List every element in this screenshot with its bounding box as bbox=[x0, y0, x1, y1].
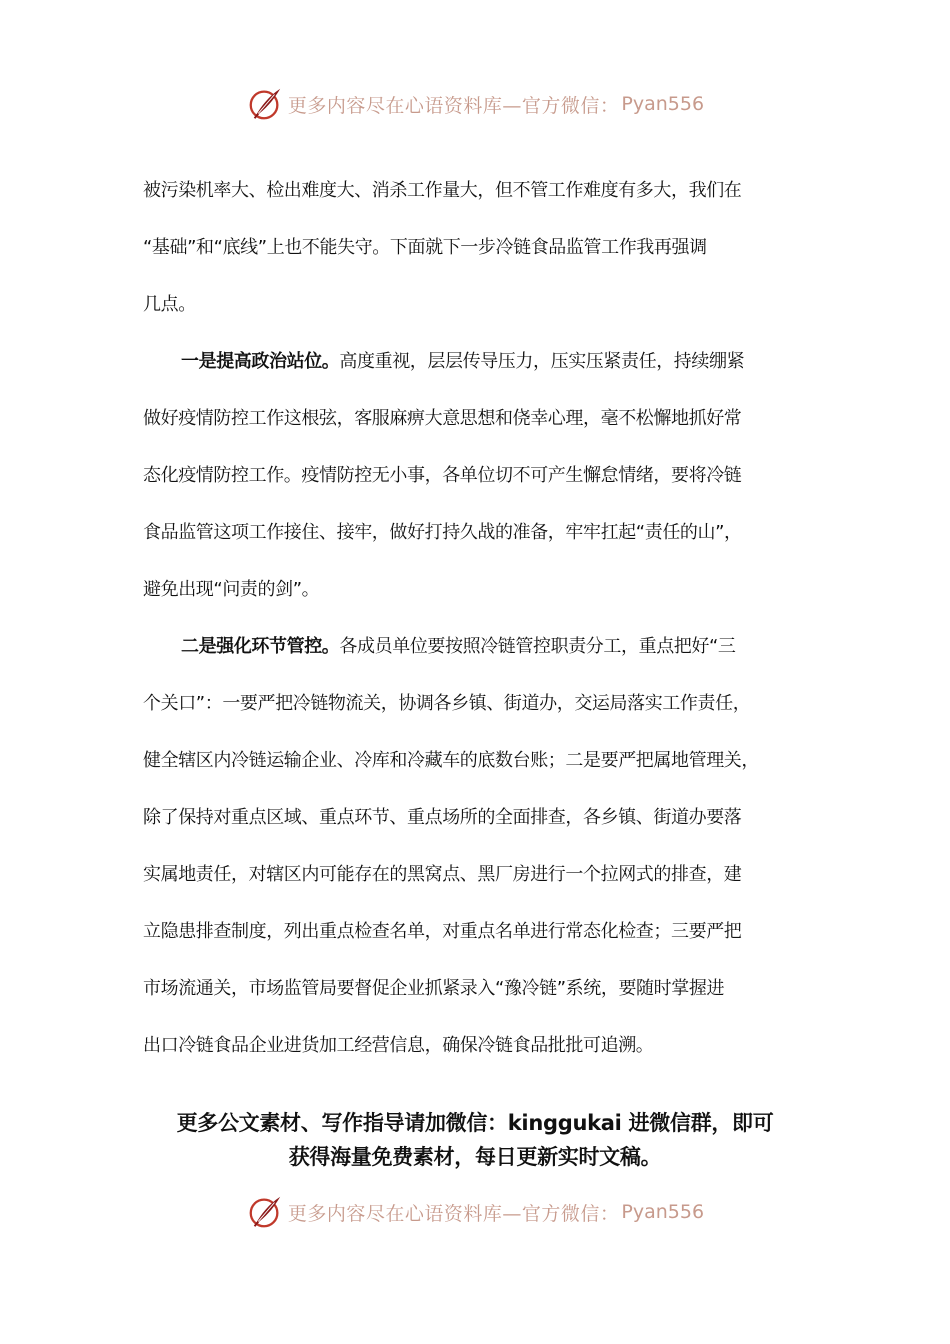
text-line: 除了保持对重点区域、重点环节、重点场所的全面排查，各乡镇、街道办要落 bbox=[143, 807, 742, 828]
promo-line-2: 获得海量免费素材，每日更新实时文稿。 bbox=[288, 1145, 662, 1169]
document-body bbox=[143, 162, 807, 1074]
watermark-text: 更多内容尽在心语资料库—官方微信： bbox=[287, 94, 620, 117]
text-line: 做好疫情防控工作这根弦，客服麻痹大意思想和侥幸心理，毫不松懈地抓好常 bbox=[143, 408, 742, 429]
footer-watermark bbox=[0, 1192, 950, 1232]
text-line: 实属地责任，对辖区内可能存在的黑窝点、黑厂房进行一个拉网式的排查，建 bbox=[143, 864, 742, 885]
watermark-text: 更多内容尽在心语资料库—官方微信： bbox=[287, 1202, 620, 1225]
text-line: 立隐患排查制度，列出重点检查名单，对重点名单进行常态化检查；三要严把 bbox=[143, 921, 742, 942]
header-watermark bbox=[0, 84, 950, 124]
feather-pen-logo-icon bbox=[246, 85, 284, 123]
paragraph-lead-heading: 二是强化环节管控。 bbox=[181, 636, 340, 657]
paragraph-lead-heading: 一是提高政治站位。 bbox=[181, 351, 340, 372]
text-line: 几点。 bbox=[143, 294, 196, 315]
text-segment: 高度重视，层层传导压力，压实压紧责任，持续绷紧 bbox=[339, 351, 745, 372]
text-line: 市场流通关，市场监管局要督促企业抓紧录入“豫冷链”系统，要随时掌握进 bbox=[143, 978, 725, 999]
text-line: 个关口”：一要严把冷链物流关，协调各乡镇、街道办，交运局落实工作责任， bbox=[143, 693, 751, 714]
text-line: 避免出现“问责的剑”。 bbox=[143, 579, 320, 600]
text-line: 出口冷链食品企业进货加工经营信息，确保冷链食品批批可追溯。 bbox=[143, 1035, 654, 1056]
promo-line-1: 更多公文素材、写作指导请加微信：kinggukai 进微信群，即可 bbox=[176, 1111, 774, 1135]
text-line: 被污染机率大、检出难度大、消杀工作量大，但不管工作难度有多大，我们在 bbox=[143, 180, 742, 201]
text-line: 食品监管这项工作接住、接牢，做好打持久战的准备，牢牢扛起“责任的山”， bbox=[143, 522, 742, 543]
text-line: 态化疫情防控工作。疫情防控无小事，各单位切不可产生懈怠情绪，要将冷链 bbox=[143, 465, 742, 486]
text-line: 健全辖区内冷链运输企业、冷库和冷藏车的底数台账；二是要严把属地管理关， bbox=[143, 750, 759, 771]
paragraph-first-line bbox=[143, 333, 807, 390]
text-line: “基础”和“底线”上也不能失守。下面就下一步冷链食品监管工作我再强调 bbox=[143, 237, 707, 258]
watermark-handle: Pyan556 bbox=[621, 93, 705, 115]
paragraph-first-line bbox=[143, 618, 807, 675]
promo-note bbox=[100, 1106, 850, 1174]
watermark-handle: Pyan556 bbox=[621, 1201, 705, 1223]
text-segment: 各成员单位要按照冷链管控职责分工，重点把好“三 bbox=[339, 636, 736, 657]
feather-pen-logo-icon bbox=[246, 1193, 284, 1231]
